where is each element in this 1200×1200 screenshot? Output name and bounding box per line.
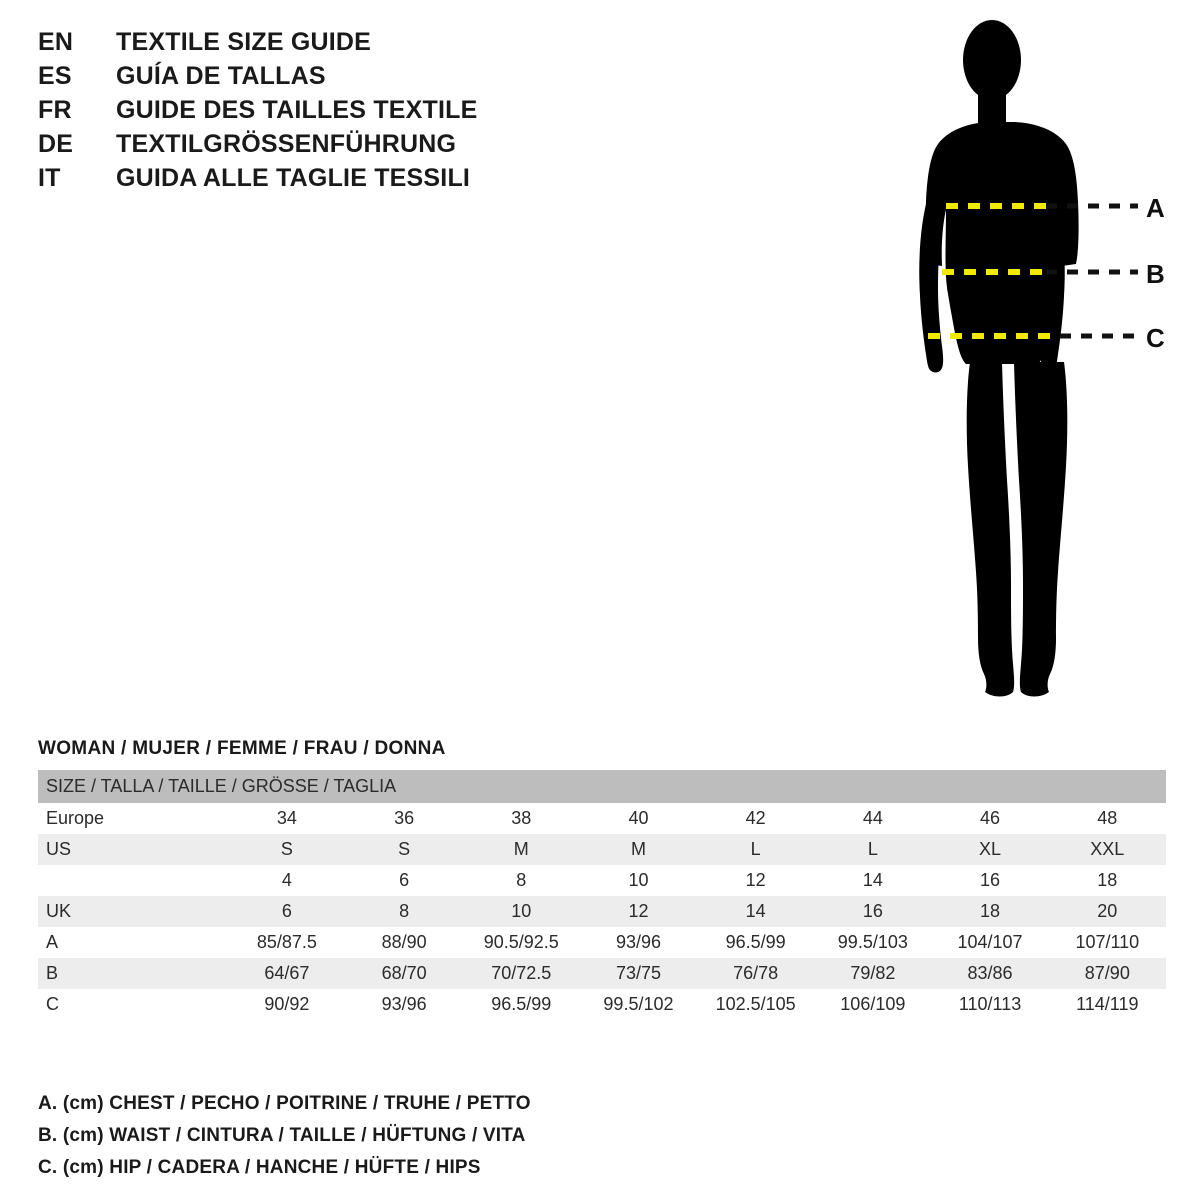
cell: L [697, 834, 814, 865]
cell: XXL [1049, 834, 1166, 865]
cell: 106/109 [814, 989, 931, 1020]
title-row [38, 62, 638, 96]
cell: 14 [814, 865, 931, 896]
cell: 10 [580, 865, 697, 896]
row-label-us-numeric [38, 865, 228, 896]
cell: 85/87.5 [228, 927, 345, 958]
title-text-fr: GUIDE DES TAILLES TEXTILE [116, 96, 478, 124]
legend-line-a: A. (cm) CHEST / PECHO / POITRINE / TRUHE / PETTO [38, 1093, 531, 1114]
cell: 48 [1049, 803, 1166, 834]
title-row [38, 164, 638, 198]
cell: 8 [346, 896, 463, 927]
cell: 40 [580, 803, 697, 834]
measure-label-a: A [1146, 193, 1165, 223]
legend-line-c: C. (cm) HIP / CADERA / HANCHE / HÜFTE / HIPS [38, 1157, 481, 1178]
title-text-es: GUÍA DE TALLAS [116, 62, 326, 90]
cell: XL [931, 834, 1048, 865]
cell: 99.5/102 [580, 989, 697, 1020]
title-text-it: GUIDA ALLE TAGLIE TESSILI [116, 164, 471, 192]
cell: 14 [697, 896, 814, 927]
measure-label-c: C [1146, 323, 1165, 353]
row-label-us: US [38, 834, 228, 865]
title-row [38, 130, 638, 164]
measurement-figure [860, 10, 1190, 750]
cell: 114/119 [1049, 989, 1166, 1020]
cell: S [346, 834, 463, 865]
cell: 110/113 [931, 989, 1048, 1020]
title-row [38, 28, 638, 62]
cell: 20 [1049, 896, 1166, 927]
title-text-de: TEXTILGRÖSSENFÜHRUNG [116, 130, 457, 158]
row-label-c: C [38, 989, 228, 1020]
cell: 99.5/103 [814, 927, 931, 958]
legend [38, 1088, 838, 1184]
cell: 79/82 [814, 958, 931, 989]
title-lang-fr: FR [38, 96, 72, 124]
cell: 16 [931, 865, 1048, 896]
cell: 90.5/92.5 [463, 927, 580, 958]
title-lang-it: IT [38, 164, 61, 192]
title-block [38, 28, 638, 198]
cell: 12 [580, 896, 697, 927]
cell: M [580, 834, 697, 865]
cell: 18 [1049, 865, 1166, 896]
cell: 18 [931, 896, 1048, 927]
cell: 42 [697, 803, 814, 834]
woman-section-heading: WOMAN / MUJER / FEMME / FRAU / DONNA [38, 738, 446, 759]
title-lang-de: DE [38, 130, 74, 158]
cell: 16 [814, 896, 931, 927]
title-lang-en: EN [38, 28, 74, 56]
measure-label-b: B [1146, 259, 1165, 289]
table-row [38, 958, 1166, 989]
cell: 104/107 [931, 927, 1048, 958]
table-row [38, 927, 1166, 958]
size-table-section [38, 738, 1166, 1020]
cell: 93/96 [580, 927, 697, 958]
cell: 36 [346, 803, 463, 834]
table-row [38, 803, 1166, 834]
cell: 10 [463, 896, 580, 927]
size-table [38, 770, 1166, 1020]
cell: 64/67 [228, 958, 345, 989]
cell: 44 [814, 803, 931, 834]
cell: 96.5/99 [697, 927, 814, 958]
cell: S [228, 834, 345, 865]
cell: 76/78 [697, 958, 814, 989]
cell: 8 [463, 865, 580, 896]
row-label-europe: Europe [38, 803, 228, 834]
cell: 6 [346, 865, 463, 896]
cell: 46 [931, 803, 1048, 834]
cell: 87/90 [1049, 958, 1166, 989]
cell: 34 [228, 803, 345, 834]
cell: 96.5/99 [463, 989, 580, 1020]
cell: M [463, 834, 580, 865]
cell: 107/110 [1049, 927, 1166, 958]
row-label-b: B [38, 958, 228, 989]
row-label-uk: UK [38, 896, 228, 927]
cell: 83/86 [931, 958, 1048, 989]
table-row [38, 834, 1166, 865]
cell: 38 [463, 803, 580, 834]
legend-line-b: B. (cm) WAIST / CINTURA / TAILLE / HÜFTUNG / VITA [38, 1125, 526, 1146]
table-header-label: SIZE / TALLA / TAILLE / GRÖSSE / TAGLIA [38, 770, 1166, 803]
female-silhouette-icon [860, 10, 1190, 750]
row-label-a: A [38, 927, 228, 958]
table-row [38, 865, 1166, 896]
cell: 70/72.5 [463, 958, 580, 989]
cell: 102.5/105 [697, 989, 814, 1020]
title-lang-es: ES [38, 62, 72, 90]
cell: 88/90 [346, 927, 463, 958]
cell: 4 [228, 865, 345, 896]
table-row [38, 896, 1166, 927]
table-header-row [38, 770, 1166, 803]
cell: 93/96 [346, 989, 463, 1020]
cell: 73/75 [580, 958, 697, 989]
cell: 68/70 [346, 958, 463, 989]
title-text-en: TEXTILE SIZE GUIDE [116, 28, 372, 56]
cell: L [814, 834, 931, 865]
cell: 12 [697, 865, 814, 896]
title-row [38, 96, 638, 130]
cell: 6 [228, 896, 345, 927]
table-row [38, 989, 1166, 1020]
cell: 90/92 [228, 989, 345, 1020]
